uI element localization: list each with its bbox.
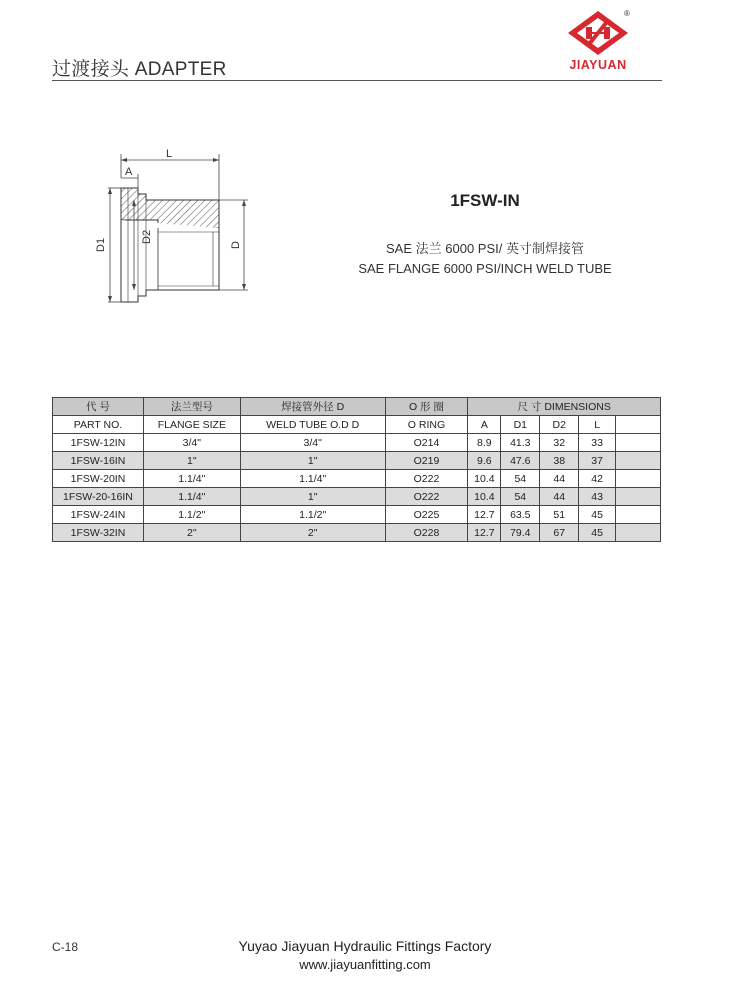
cell-blank	[616, 452, 661, 470]
table-row	[53, 470, 661, 488]
cell-blank	[616, 470, 661, 488]
cell-weld-tube: 1.1/2"	[240, 506, 385, 524]
cell-l: 37	[579, 452, 616, 470]
table-row	[53, 524, 661, 542]
product-model: 1FSW-IN	[450, 191, 520, 210]
page-title: 过渡接头 ADAPTER	[52, 59, 227, 80]
cell-d1: 54	[501, 470, 540, 488]
dim-label-d1: D1	[95, 237, 107, 252]
cell-a: 10.4	[468, 488, 501, 506]
cell-l: 45	[579, 524, 616, 542]
adapter-drawing	[88, 140, 258, 320]
header-weld-tube: WELD TUBE O.D D	[240, 416, 385, 434]
cell-a: 12.7	[468, 506, 501, 524]
table-row	[53, 434, 661, 452]
dim-label-d2: D2	[141, 229, 153, 244]
header-o-ring-cn: O 形 圈	[385, 398, 468, 416]
page-number: C-18	[52, 940, 79, 954]
header-weld-tube-cn: 焊接管外径 D	[240, 398, 385, 416]
cell-weld-tube: 1"	[240, 452, 385, 470]
company-name: Yuyao Jiayuan Hydraulic Fittings Factory	[238, 938, 492, 954]
table-row	[53, 506, 661, 524]
cell-d1: 47.6	[501, 452, 540, 470]
cell-d2: 38	[540, 452, 579, 470]
cell-part-no: 1FSW-32IN	[53, 524, 144, 542]
cell-a: 12.7	[468, 524, 501, 542]
header-flange-size-cn: 法兰型号	[143, 398, 240, 416]
dim-label-d: D	[230, 241, 242, 249]
header-l: L	[579, 416, 616, 434]
cell-o-ring: O214	[385, 434, 468, 452]
cell-d2: 67	[540, 524, 579, 542]
cell-weld-tube: 2"	[240, 524, 385, 542]
cell-flange-size: 1"	[143, 452, 240, 470]
cell-o-ring: O219	[385, 452, 468, 470]
cell-part-no: 1FSW-20IN	[53, 470, 144, 488]
cell-part-no: 1FSW-12IN	[53, 434, 144, 452]
cell-l: 33	[579, 434, 616, 452]
cell-a: 10.4	[468, 470, 501, 488]
table-header-en	[53, 416, 661, 434]
header-dimensions-cn: 尺 寸 DIMENSIONS	[468, 398, 661, 416]
cell-part-no: 1FSW-24IN	[53, 506, 144, 524]
brand-name: JIAYUAN	[569, 58, 627, 72]
header-a: A	[468, 416, 501, 434]
cell-weld-tube: 1.1/4"	[240, 470, 385, 488]
dimensions-table	[52, 397, 661, 542]
cell-d2: 44	[540, 488, 579, 506]
dim-label-l: L	[166, 148, 173, 160]
cell-l: 43	[579, 488, 616, 506]
header-o-ring: O RING	[385, 416, 468, 434]
cell-flange-size: 1.1/2"	[143, 506, 240, 524]
cell-flange-size: 2"	[143, 524, 240, 542]
header-d2: D2	[540, 416, 579, 434]
product-description-cn: SAE 法兰 6000 PSI/ 英寸制焊接管	[386, 241, 584, 256]
cell-d1: 54	[501, 488, 540, 506]
cell-o-ring: O225	[385, 506, 468, 524]
dim-label-a: A	[125, 166, 133, 178]
cell-d1: 63.5	[501, 506, 540, 524]
cell-blank	[616, 506, 661, 524]
cell-a: 8.9	[468, 434, 501, 452]
header-d1: D1	[501, 416, 540, 434]
cell-blank	[616, 488, 661, 506]
registered-mark: ®	[624, 9, 630, 18]
cell-a: 9.6	[468, 452, 501, 470]
cell-d2: 51	[540, 506, 579, 524]
cell-part-no: 1FSW-20-16IN	[53, 488, 144, 506]
cell-d2: 32	[540, 434, 579, 452]
header-blank	[616, 416, 661, 434]
header-flange-size: FLANGE SIZE	[143, 416, 240, 434]
cell-l: 42	[579, 470, 616, 488]
cell-flange-size: 1.1/4"	[143, 470, 240, 488]
cell-blank	[616, 524, 661, 542]
table-row	[53, 488, 661, 506]
cell-o-ring: O222	[385, 470, 468, 488]
cell-flange-size: 1.1/4"	[143, 488, 240, 506]
cell-o-ring: O228	[385, 524, 468, 542]
company-website: www.jiayuanfitting.com	[299, 957, 431, 972]
cell-l: 45	[579, 506, 616, 524]
product-description-en: SAE FLANGE 6000 PSI/INCH WELD TUBE	[358, 261, 612, 276]
header-part-no: PART NO.	[53, 416, 144, 434]
table-header-cn	[53, 398, 661, 416]
cell-part-no: 1FSW-16IN	[53, 452, 144, 470]
header-divider	[52, 80, 662, 81]
cell-o-ring: O222	[385, 488, 468, 506]
cell-weld-tube: 1"	[240, 488, 385, 506]
cell-d1: 79.4	[501, 524, 540, 542]
header-part-no-cn: 代 号	[53, 398, 144, 416]
cell-weld-tube: 3/4"	[240, 434, 385, 452]
cell-d2: 44	[540, 470, 579, 488]
cell-flange-size: 3/4"	[143, 434, 240, 452]
cell-blank	[616, 434, 661, 452]
cell-d1: 41.3	[501, 434, 540, 452]
table-row	[53, 452, 661, 470]
